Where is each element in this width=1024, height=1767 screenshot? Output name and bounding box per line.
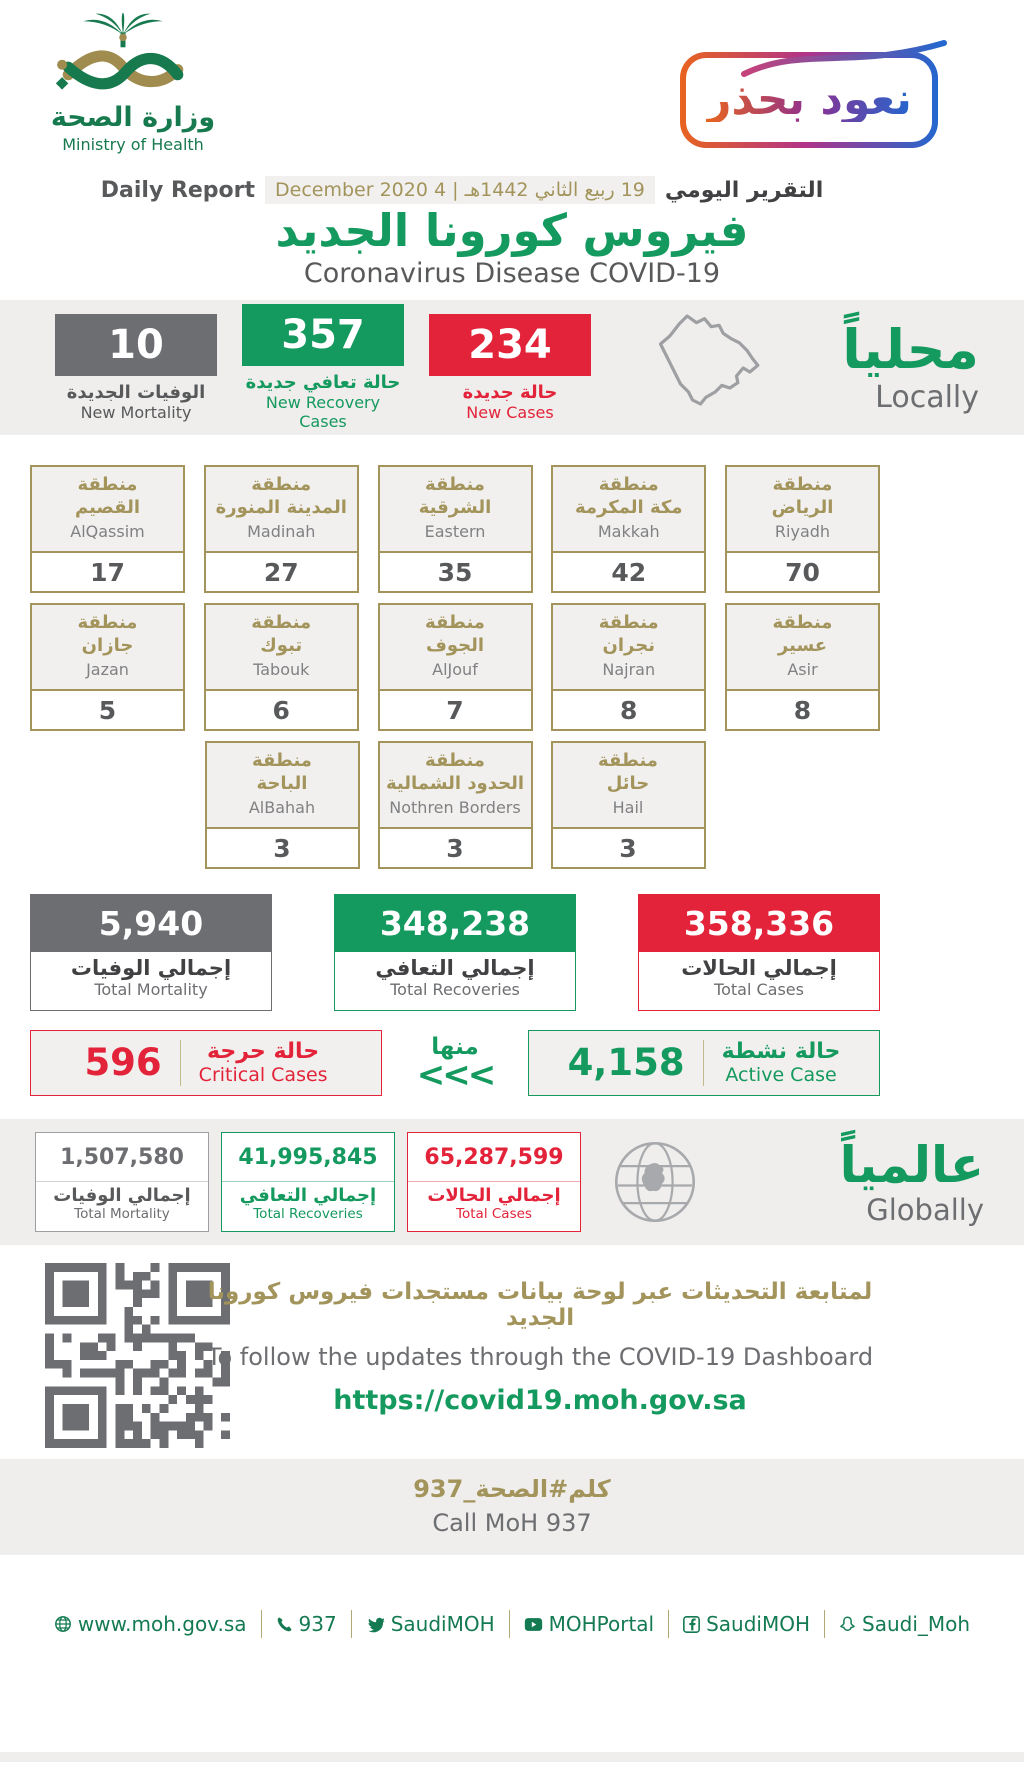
moh-logo — [48, 10, 218, 154]
twitter-icon — [366, 1616, 385, 1633]
footer-link-label: SaudiMOH — [706, 1612, 811, 1636]
global-mortality-card — [35, 1132, 209, 1232]
region-ar-prefix: منطقة — [425, 750, 485, 771]
region-ar-prefix: منطقة — [425, 612, 485, 633]
region-ar-prefix: منطقة — [77, 474, 138, 495]
region-en-name: Eastern — [424, 522, 486, 541]
region-card-makkah — [551, 465, 706, 593]
region-ar-prefix: منطقة — [598, 474, 659, 495]
total-mortality-label-ar: إجمالي الوفيات — [70, 956, 232, 980]
call-moh-label-ar: كلم#الصحة_937 — [413, 1475, 611, 1503]
total-recoveries-value: 348,238 — [335, 895, 575, 952]
critical-cases-label-ar: حالة حرجة — [207, 1039, 320, 1064]
global-cases-value: 65,287,599 — [424, 1144, 564, 1170]
region-card-riyadh — [725, 465, 880, 593]
global-stats-band — [0, 1119, 1024, 1245]
region-ar-name: عسير — [777, 634, 828, 656]
region-en-name: Jazan — [86, 660, 129, 679]
page-title-ar: فيروس كورونا الجديد — [275, 204, 749, 257]
region-en-name: Asir — [787, 660, 818, 679]
region-ar-prefix: منطقة — [772, 612, 833, 633]
region-ar-prefix: منطقة — [772, 474, 833, 495]
region-ar-name: حائل — [606, 772, 650, 794]
region-value: 5 — [32, 691, 183, 729]
footer-links — [0, 1610, 1024, 1638]
region-value: 8 — [553, 691, 704, 729]
new-mortality-label-en: New Mortality — [80, 402, 192, 422]
region-ar-prefix: منطقة — [77, 612, 138, 633]
footer-link-label: SaudiMOH — [390, 1612, 495, 1636]
active-cases-value: 4,158 — [567, 1041, 685, 1084]
regions-row-3 — [30, 741, 880, 869]
region-card-hail — [551, 741, 706, 869]
region-en-name: Tabouk — [253, 660, 310, 679]
global-recoveries-value: 41,995,845 — [238, 1144, 378, 1170]
footer-link-label: MOHPortal — [548, 1612, 655, 1636]
local-heading-ar: محلياً — [842, 318, 979, 382]
region-card-asir — [725, 603, 880, 731]
dashboard-note-en: To follow the updates through the COVID-19 Dashboard — [206, 1343, 874, 1371]
footer-separator — [261, 1610, 262, 1638]
region-en-name: Riyadh — [774, 522, 831, 541]
return-with-caution-badge — [680, 52, 938, 148]
regions-row-1 — [30, 465, 880, 593]
region-value: 6 — [206, 691, 357, 729]
global-heading-ar: عالمياً — [839, 1135, 984, 1194]
call-moh-label-en: Call MoH 937 — [432, 1509, 592, 1537]
new-mortality-value: 10 — [55, 314, 217, 376]
total-recoveries-label-en: Total Recoveries — [390, 980, 520, 999]
region-en-name: Najran — [602, 660, 656, 679]
daily-report-label-ar: التقرير اليومي — [664, 177, 824, 203]
region-value: 7 — [380, 691, 531, 729]
region-ar-name: القصيم — [74, 496, 141, 518]
global-mortality-value: 1,507,580 — [60, 1144, 184, 1170]
global-recoveries-label-en: Total Recoveries — [253, 1206, 363, 1222]
page-title-en: Coronavirus Disease COVID-19 — [303, 258, 721, 289]
region-ar-prefix: منطقة — [598, 750, 658, 771]
new-recovery-label-en: New Recovery Cases — [265, 393, 381, 431]
saudi-arabia-map-icon — [616, 308, 801, 428]
total-mortality-label-en: Total Mortality — [94, 980, 208, 999]
youtube-icon — [524, 1617, 543, 1632]
total-recoveries-label-ar: إجمالي التعافي — [375, 956, 535, 980]
badge-swoosh-icon — [740, 38, 950, 80]
region-value: 70 — [727, 553, 878, 591]
footer-link-label: Saudi_Moh — [862, 1612, 971, 1636]
region-ar-prefix: منطقة — [251, 612, 312, 633]
new-mortality-stat — [55, 314, 217, 422]
region-ar-prefix: منطقة — [252, 750, 312, 771]
total-cases-label-en: Total Cases — [714, 980, 804, 999]
region-ar-name: المدينة المنورة — [215, 496, 347, 518]
footer-separator — [824, 1610, 825, 1638]
footer-link-label: www.moh.gov.sa — [77, 1612, 247, 1636]
snapchat-icon — [839, 1616, 856, 1633]
footer-link-phone[interactable] — [276, 1612, 337, 1636]
of-which-label: منها — [431, 1034, 479, 1061]
active-cases-label-en: Active Case — [725, 1064, 837, 1086]
global-recoveries-card — [221, 1132, 395, 1232]
region-en-name: AlJouf — [432, 660, 478, 679]
global-heading-en: Globally — [866, 1192, 984, 1227]
global-heading — [839, 1135, 1024, 1227]
region-ar-prefix: منطقة — [425, 474, 485, 495]
dashboard-url-link[interactable]: https://covid19.moh.gov.sa — [333, 1385, 747, 1416]
footer-link-snapchat[interactable] — [839, 1612, 970, 1636]
critical-active-row — [30, 1026, 880, 1099]
region-ar-prefix: منطقة — [598, 612, 659, 633]
region-ar-name: الجوف — [425, 634, 485, 656]
globe-icon — [54, 1615, 72, 1633]
region-value: 17 — [32, 553, 183, 591]
region-ar-prefix: منطقة — [251, 474, 312, 495]
total-cases-card — [638, 894, 880, 1011]
global-cases-label-en: Total Cases — [456, 1206, 532, 1222]
of-which-indicator — [416, 1034, 494, 1096]
active-cases-box — [528, 1030, 880, 1096]
phone-icon — [276, 1616, 293, 1633]
new-cases-stat — [429, 314, 591, 422]
global-cases-card — [407, 1132, 581, 1232]
qr-code — [45, 1263, 230, 1448]
badge-label: نعود بحذر — [706, 74, 912, 125]
regions-grid — [30, 465, 880, 869]
region-en-name: Makkah — [597, 522, 660, 541]
footer-separator — [509, 1610, 510, 1638]
region-ar-name: نجران — [602, 634, 655, 656]
bottom-strip — [0, 1752, 1024, 1762]
global-recoveries-label-ar: إجمالي التعافي — [239, 1185, 377, 1206]
footer-separator — [668, 1610, 669, 1638]
dashboard-note-ar: لمتابعة التحديثات عبر لوحة بيانات مستجدات فيروس كورونا الجديد — [207, 1279, 873, 1331]
region-value: 42 — [553, 553, 704, 591]
active-cases-label-ar: حالة نشطة — [721, 1039, 841, 1064]
region-ar-name: تبوك — [260, 634, 303, 656]
header — [0, 0, 1024, 300]
total-mortality-card — [30, 894, 272, 1011]
region-value: 3 — [380, 829, 531, 867]
report-date: 19 ربيع الثاني 1442هـ | 4 December 2020 — [265, 176, 655, 204]
moh-logo-icon — [48, 10, 198, 102]
region-card-eastern — [378, 465, 533, 593]
critical-cases-value: 596 — [84, 1041, 162, 1084]
report-line — [0, 176, 1024, 204]
region-ar-name: الباحة — [256, 772, 308, 794]
region-card-tabouk — [204, 603, 359, 731]
region-card-alqassim — [30, 465, 185, 593]
local-heading-en: Locally — [875, 379, 979, 415]
footer-link-twitter[interactable] — [366, 1612, 495, 1636]
region-value: 27 — [206, 553, 357, 591]
footer — [0, 1555, 1024, 1762]
total-recoveries-card — [334, 894, 576, 1011]
logo-english-name: Ministry of Health — [62, 135, 204, 154]
region-value: 35 — [380, 553, 531, 591]
region-card-northern-borders — [378, 741, 533, 869]
total-mortality-value: 5,940 — [31, 895, 271, 952]
local-totals-row — [30, 894, 880, 1011]
logo-arabic-name: وزارة الصحة — [50, 102, 216, 133]
new-recovery-label-ar: حالة تعافي جديدة — [245, 372, 401, 393]
region-card-jazan — [30, 603, 185, 731]
critical-cases-label-en: Critical Cases — [198, 1064, 328, 1086]
total-cases-value: 358,336 — [639, 895, 879, 952]
local-stats-band — [0, 300, 1024, 435]
region-ar-name: الرياض — [771, 496, 834, 518]
region-en-name: Nothren Borders — [389, 798, 521, 817]
region-card-madinah — [204, 465, 359, 593]
region-ar-name: الحدود الشمالية — [385, 772, 525, 794]
critical-cases-box — [30, 1030, 382, 1096]
footer-separator — [351, 1610, 352, 1638]
total-cases-label-ar: إجمالي الحالات — [681, 956, 837, 980]
facebook-icon — [683, 1616, 700, 1633]
region-en-name: Madinah — [247, 522, 316, 541]
new-cases-value: 234 — [429, 314, 591, 376]
region-en-name: AlQassim — [70, 522, 145, 541]
call-moh-band — [0, 1459, 1024, 1555]
global-mortality-label-en: Total Mortality — [74, 1206, 170, 1222]
footer-link-label: 937 — [298, 1612, 337, 1636]
region-en-name: AlBahah — [248, 798, 316, 817]
regions-row-2 — [30, 603, 880, 731]
region-ar-name: الشرقية — [418, 496, 492, 518]
region-card-najran — [551, 603, 706, 731]
region-value: 3 — [207, 829, 358, 867]
new-recovery-stat — [242, 304, 404, 431]
globe-icon — [611, 1138, 699, 1226]
region-ar-name: مكة المكرمة — [574, 496, 683, 518]
footer-link-youtube[interactable] — [524, 1612, 655, 1636]
new-recovery-value: 357 — [242, 304, 404, 366]
new-cases-label-en: New Cases — [466, 402, 554, 422]
region-en-name: Hail — [612, 798, 644, 817]
new-cases-label-ar: حالة جديدة — [462, 381, 558, 403]
divider — [703, 1040, 704, 1086]
footer-link-facebook[interactable] — [683, 1612, 810, 1636]
region-card-aljouf — [378, 603, 533, 731]
new-mortality-label-ar: الوفيات الجديدة — [66, 381, 206, 403]
divider — [180, 1040, 181, 1086]
global-cases-label-ar: إجمالي الحالات — [427, 1185, 561, 1206]
local-heading — [842, 320, 984, 414]
dashboard-section — [0, 1257, 1024, 1459]
global-mortality-label-ar: إجمالي الوفيات — [53, 1185, 191, 1206]
footer-link-website[interactable] — [54, 1612, 247, 1636]
chevrons-left-icon: <<< — [416, 1055, 494, 1096]
region-ar-name: جازان — [81, 634, 134, 656]
daily-report-label: Daily Report — [100, 177, 256, 203]
region-value: 8 — [727, 691, 878, 729]
region-card-albahah — [205, 741, 360, 869]
region-value: 3 — [553, 829, 704, 867]
